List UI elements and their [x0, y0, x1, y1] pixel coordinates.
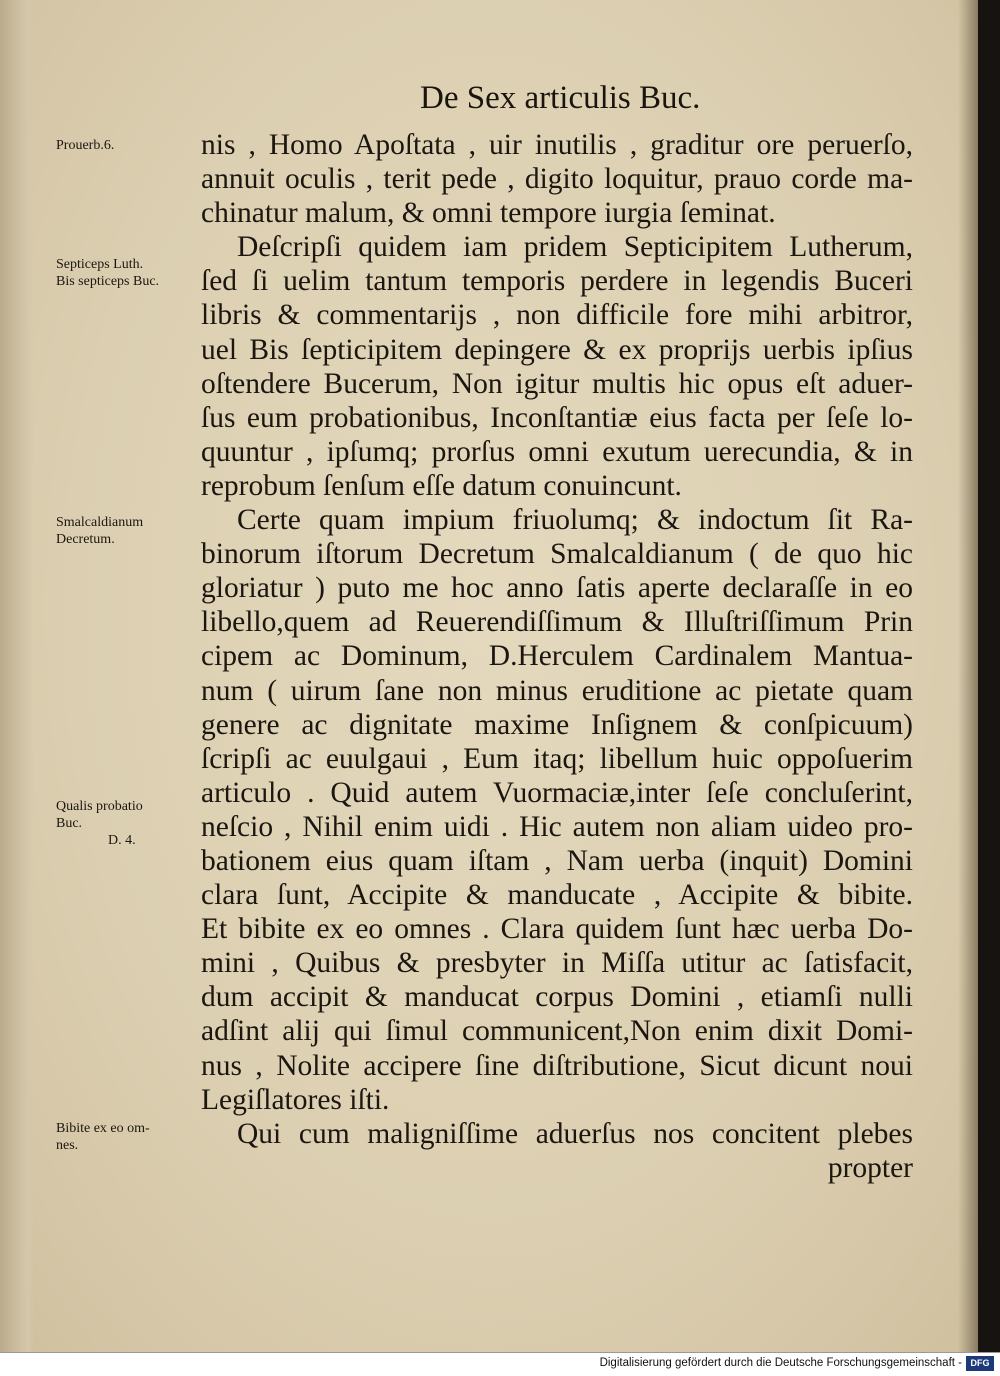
funding-notice: Digitalisierung gefördert durch die Deutsche Forschungsgemeinschaft - [599, 1357, 962, 1369]
text-line: binorum iſtorum Decretum Smalcaldianum ( de quo hic [201, 538, 913, 571]
text-line: num ( uirum ſane non minus eruditione ac pietate quam [201, 674, 913, 707]
digitization-footer [0, 1352, 1000, 1376]
text-line: gloriatur ) puto me hoc anno ſatis aperte declaraſſe in eo [201, 572, 913, 605]
running-header: De Sex articulis Buc. [420, 80, 701, 116]
margin-note-line: Bis septiceps Buc. [56, 274, 160, 289]
text-line: neſcio , Nihil enim uidi . Hic autem non aliam uideo pro- [201, 810, 913, 843]
dfg-logo-icon: DFG [966, 1356, 994, 1371]
text-line: nis , Homo Apoſtata , uir inutilis , graditur ore peruerſo, [201, 129, 913, 161]
text-line: Deſcripſi quidem iam pridem Septicipitem Lutherum, [237, 231, 913, 264]
text-line: libris & commentarijs , non difficile fore mihi arbitror, [201, 299, 913, 332]
margin-note-line: Decretum. [56, 532, 115, 547]
margin-note-line: Smalcaldianum [56, 515, 144, 530]
page-gutter-shadow [0, 0, 34, 1352]
margin-note-septiceps [56, 256, 196, 290]
text-line: ſed ſi uelim tantum temporis perdere in legendis Buceri [201, 265, 913, 298]
margin-note-line: Septiceps Luth. [56, 257, 144, 272]
margin-note-line: Buc. [56, 816, 83, 831]
page-edge-shadow [958, 0, 978, 1352]
margin-note-proverbs [56, 137, 196, 154]
margin-note-smalcaldianum [56, 514, 196, 548]
text-line: bationem eius quam iſtam , Nam uerba (inquit) Domini [201, 844, 913, 877]
text-line: Legiſlatores iſti. [201, 1083, 390, 1116]
text-line: oſtendere Bucerum, Non igitur multis hic opus eſt aduer- [201, 367, 913, 400]
text-line: adſint alij qui ſimul communicent,Non enim dixit Domi- [201, 1015, 913, 1048]
text-line: libello,quem ad Reuerendiſſimum & Illuſtriſſimum Prin [201, 606, 913, 639]
text-line: quuntur , ipſumq; prorſus omni exutum uerecundia, & in [201, 435, 913, 468]
margin-note-line: nes. [56, 1138, 79, 1153]
margin-note-line: D. 4. [108, 833, 136, 848]
margin-note-line: Bibite ex eo om- [56, 1121, 150, 1136]
margin-note-qualis-probatio [56, 798, 196, 849]
margin-note-line: Qualis probatio [56, 799, 143, 814]
text-line: Qui cum maligniſſime aduerſus nos concitent plebes [237, 1117, 913, 1150]
text-line: uel Bis ſepticipitem depingere & ex proprijs uerbis ipſius [201, 333, 913, 366]
text-line: articulo . Quid autem Vuormaciæ,inter ſeſe concluſerint, [201, 776, 913, 809]
text-line: nus , Nolite accipere ſine diſtributione, Sicut dicunt noui [201, 1049, 913, 1082]
text-line: genere ac dignitate maxime Inſignem & conſpicuum) [201, 708, 913, 741]
text-line: dum accipit & manducat corpus Domini , etiamſi nulli [201, 981, 913, 1014]
margin-note-bibite [56, 1120, 196, 1154]
text-line: annuit oculis , terit pede , digito loquitur, prauo corde ma- [201, 163, 913, 196]
text-line: chinatur malum, & omni tempore iurgia ſeminat. [201, 197, 776, 230]
text-line: ſcripſi ac euulgaui , Eum itaq; libellum huic oppoſuerim [201, 742, 913, 775]
text-line: Et bibite ex eo omnes . Clara quidem ſunt hæc uerba Do- [201, 913, 913, 946]
text-line: reprobum ſenſum eſſe datum conuincunt. [201, 469, 682, 502]
body-text [201, 128, 913, 1185]
text-line: cipem ac Dominum, D.Herculem Cardinalem Mantua- [201, 640, 913, 673]
catchword: propter [827, 1151, 913, 1184]
text-line: clara ſunt, Accipite & manducate , Accipite & bibite. [201, 879, 913, 912]
text-line: Certe quam impium friuolumq; & indoctum ſit Ra- [237, 504, 913, 537]
text-line: mini , Quibus & presbyter in Miſſa utitur ac ſatisfacit, [201, 947, 913, 980]
margin-note-line: Prouerb.6. [56, 138, 115, 153]
text-line: ſus eum probationibus, Inconſtantiæ eius facta per ſeſe lo- [201, 401, 913, 434]
